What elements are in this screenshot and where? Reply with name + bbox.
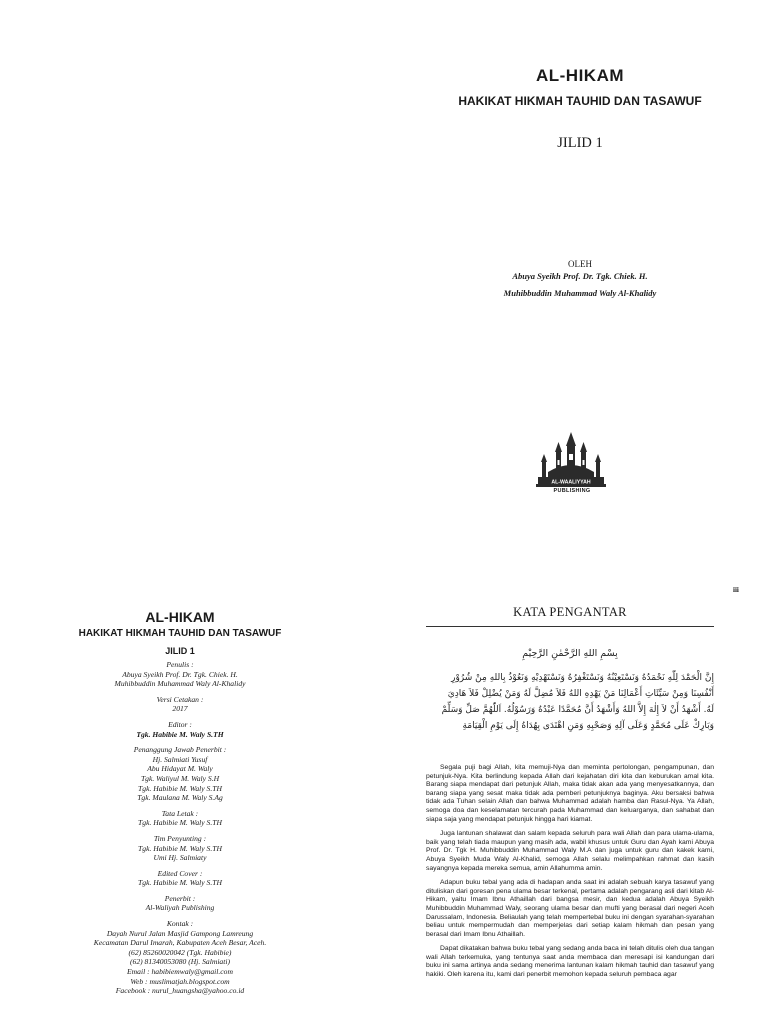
credit-value: Umi Hj. Salmiaty bbox=[153, 853, 207, 863]
credit-value: Tgk. Habibie M. Waly S.TH bbox=[138, 843, 222, 853]
preface-heading: KATA PENGANTAR bbox=[513, 605, 627, 619]
credit-cover bbox=[40, 869, 320, 888]
credit-label: Penulis : bbox=[166, 660, 194, 669]
credit-value: (62) 81340053080 (Hj. Salmiati) bbox=[130, 957, 230, 967]
credit-value: Tgk. Habibie M. Waly S.TH bbox=[138, 783, 222, 793]
logo-wordmark: AL-WAALIYYAH bbox=[551, 479, 591, 486]
credit-label: Editor : bbox=[168, 719, 192, 729]
title-page-volume: JILID 1 bbox=[557, 135, 603, 151]
preface-body bbox=[426, 764, 714, 986]
credit-kontak bbox=[40, 919, 320, 996]
heading-divider bbox=[426, 626, 714, 627]
credit-label: Tata Letak : bbox=[161, 808, 199, 818]
arabic-line: وَبَارِكْ عَلَى مُحَمَّدٍ وَعَلَى آلِهِ وَصَحْبِهِ وَمَنِ اهْتَدَى بِهُدَاهُ إِلَى يَوْمِ الْقِيَامَةِ bbox=[462, 721, 714, 731]
credit-penulis bbox=[40, 660, 320, 689]
credit-label: Penanggung Jawab Penerbit : bbox=[133, 745, 227, 755]
credit-value: Muhibbuddin Muhammad Waly Al-Khalidy bbox=[114, 679, 246, 689]
credit-value: Tgk. Waliyul M. Waly S.H bbox=[140, 773, 220, 783]
arabic-line: أَنْفُسِنَا وَمِنْ سَيِّئَاتِ أَعْمَالِنَا مَنْ يَهْدِهِ اللهُ فَلاَ مُضِلَّ لَهُ وَمَنْ يُضْلِلْ فَلاَ هَادِيَ bbox=[447, 689, 714, 699]
title-page-subtitle: HAKIKAT HIKMAH TAUHID DAN TASAWUF bbox=[458, 94, 702, 108]
author-line-2: Muhibbuddin Muhammad Waly Al-Khalidy bbox=[503, 288, 657, 298]
credit-value: 2017 bbox=[172, 704, 188, 714]
credit-editor bbox=[40, 720, 320, 739]
credit-value: Email : habibiemwaly@gmail.com bbox=[127, 967, 233, 977]
credit-value: Dayah Nurul Jalan Masjid Gampong Lamreung bbox=[106, 928, 254, 938]
credit-value: Facebook : nurul_huangsha@yahoo.co.id bbox=[115, 986, 245, 996]
colophon-credits bbox=[40, 660, 320, 1002]
credit-versi bbox=[40, 695, 320, 714]
preface-paragraph: Segala puji bagi Allah, kita memuji-Nya dan meminta pertolongan, pengampunan, dan petunjuk-Nya. Kita berlindung kepada Allah dari kejahatan diri kita dan keburukan amal kita. Barang siapa mendapat dari petunjuk Allah, maka tidak akan ada yang menyesatkannya, dan barang siapa yang sesat maka tidak ada pemberi petunjuknya baginya. Aku bersaksi bahwa tidak ada Tuhan selain Allah dan bahwa Muhammad adalah hamba dan Rasul-Nya. Ya Allah, semoga doa dan keselamatan tercurah pada Muhammad dan keluarganya, dan sahabat dan siapa saja yang mendapat petunjuk hingga hari kiamat. bbox=[426, 764, 714, 823]
credit-value: Hj. Salmiati Yusuf bbox=[152, 754, 208, 764]
credit-label: Versi Cetakan : bbox=[156, 694, 204, 704]
credit-penanggung-jawab bbox=[40, 745, 320, 803]
preface-paragraph: Juga lantunan shalawat dan salam kepada seluruh para wali Allah dan para ulama-ulama, baik yang telah tiada maupun yang masih ada, wabil khusus untuk Guru dan Ayah kami Abuya Prof. Dr. Tgk H. Muhibbuddin Muhammad Waly M.A dan juga untuk guru dan kakek kami, Abuya Syeikh Muda Waly Al-Khalid, semoga Allah selalu melimpahkan rahmat dan kasih sayangnya kepada mereka semua, amin Allahumma amin. bbox=[426, 830, 714, 872]
page-number: iii bbox=[733, 586, 739, 594]
credit-tata-letak bbox=[40, 809, 320, 828]
credit-penerbit bbox=[40, 894, 320, 913]
arabic-line: لَهُ. أَشْهَدُ أَنْ لاَ إِلٰهَ إِلاَّ اللهُ وَأَشْهَدُ أَنَّ مُحَمَّدًا عَبْدُهُ وَرَسُوْلُهُ. اَللّٰهُمَّ صَلِّ وَسَلِّمْ bbox=[441, 705, 714, 715]
credit-value: Tgk. Habibie M. Waly S.TH bbox=[138, 818, 222, 828]
credit-value: Tgk. Habibie M. Waly S.TH bbox=[138, 878, 222, 888]
publisher-tag: PUBLISHING bbox=[553, 488, 591, 494]
credit-label: Edited Cover : bbox=[157, 868, 203, 878]
credit-value: Al-Waliyah Publishing bbox=[145, 903, 215, 913]
colophon-volume: JILID 1 bbox=[165, 646, 195, 656]
preface-paragraph: Dapat dikatakan bahwa buku tebal yang sedang anda baca ini telah ditulis oleh dua tangan wali Allah terkemuka, yang tentunya saat anda membaca dan meresapi isi kandungan dari buku ini sama artinya anda sedang menerima lantunan kalam hikmah tauhid dan tasawuf yang hakiki. Oleh karena itu, kami dari penerbit memohon kepada seluruh pembaca agar bbox=[426, 945, 714, 979]
colophon-subtitle: HAKIKAT HIKMAH TAUHID DAN TASAWUF bbox=[78, 628, 282, 639]
basmala: بِسْمِ اللهِ الرَّحْمٰنِ الرَّحِيْمِ bbox=[522, 648, 618, 659]
credit-label: Kontak : bbox=[166, 919, 194, 929]
arabic-opening bbox=[426, 670, 714, 734]
title-page-author bbox=[440, 268, 720, 302]
credit-value: Kecamatan Darul Imarah, Kabupaten Aceh Besar, Aceh. bbox=[93, 938, 267, 948]
credit-value: Abu Hidayat M. Waly bbox=[147, 764, 213, 774]
credit-label: Penerbit : bbox=[164, 893, 196, 903]
colophon-title: AL-HIKAM bbox=[145, 609, 215, 625]
credit-value: Web : muslimatjah.blogspot.com bbox=[130, 976, 230, 986]
author-line-1: Abuya Syeikh Prof. Dr. Tgk. Chiek. H. bbox=[512, 271, 648, 281]
preface-paragraph: Adapun buku tebal yang ada di hadapan anda saat ini adalah sebuah karya tasawuf yang dituliskan dari goresan pena ulama besar terkenal, pertama adalah pengarang asli dari kitab Al-Hikam, yaitu Imam Ibnu Athaillah dari bangsa mesir, dan kedua adalah Abuya Syeikh Muhibbuddin Muhammad Waly, seorang ulama besar dan mufti yang berasal dari negeri Aceh Darussalam, Indonesia. Beliaulah yang telah mempertebal buku ini dengan syarahan-syarahan beliau untuk mempermudah dan memperjelas dari setiap kalam hikmah dan pesan yang berasal dari Imam Ibnu Athaillah. bbox=[426, 879, 714, 938]
credit-value: (62) 85260020042 (Tgk. Habibie) bbox=[128, 947, 232, 957]
credit-value: Tgk. Maulana M. Waly S.Ag bbox=[137, 793, 223, 803]
title-page-title: AL-HIKAM bbox=[535, 66, 625, 85]
credit-label: Tim Penyunting : bbox=[153, 833, 207, 843]
credit-value: Abuya Syeikh Prof. Dr. Tgk. Chiek. H. bbox=[122, 669, 238, 679]
arabic-line: إِنَّ الْحَمْدَ لِلّٰهِ نَحْمَدُهُ وَنَسْتَعِيْنُهُ وَنَسْتَغْفِرُهُ وَنَسْتَهْدِيْهِ وَنَعُوْذُ بِاللهِ مِنْ شُرُوْرِ bbox=[451, 673, 714, 683]
credit-value: Tgk. Habibie M. Waly S.TH bbox=[136, 729, 224, 739]
title-page-by-label: OLEH bbox=[568, 259, 592, 269]
credit-penyunting bbox=[40, 834, 320, 863]
